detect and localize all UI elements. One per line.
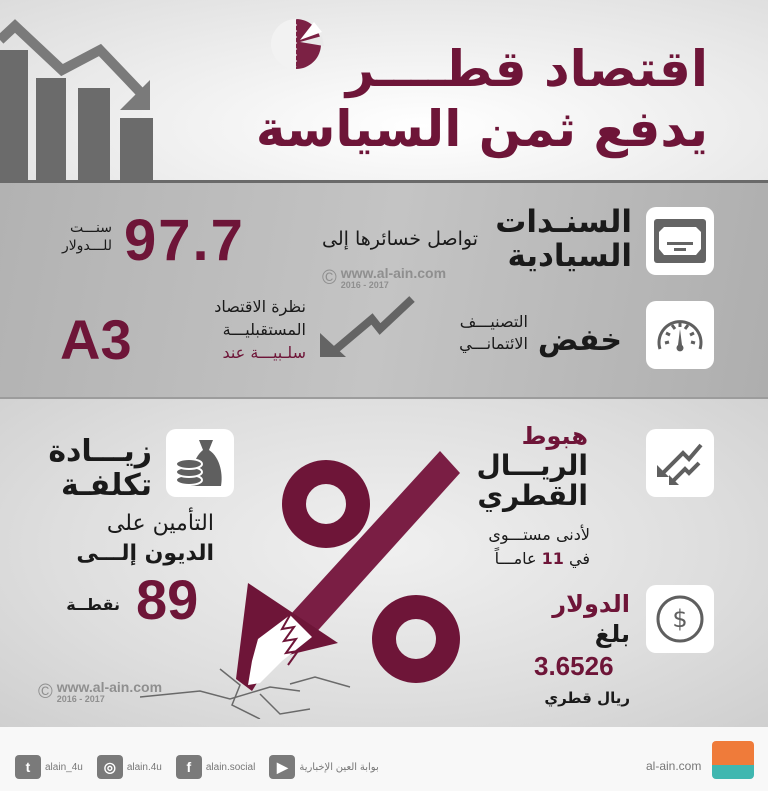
social-facebook[interactable] [176,755,255,779]
bond-certificate-icon [646,207,714,275]
bonds-unit-line-1: سنـــت [69,220,112,236]
declining-bar-chart-icon [0,10,160,180]
insurance-title [48,435,152,503]
header [0,0,768,183]
dollar-unit: ريال قطري [544,689,630,707]
bonds-title-line-1: السنـدات [495,204,632,240]
dollar-title-line-1: الدولار [552,590,630,618]
watermark-url: www.al-ain.com [340,265,447,281]
dollar-title [552,589,630,649]
riyal-title-line-1: هبوط [521,422,588,450]
riyal-text-pre: في [569,549,590,568]
facebook-icon: f [176,755,202,779]
bonds-title [495,205,632,273]
rating-label-line-1: التصنيـــف [459,312,528,331]
insurance-text-line-2: الديون إلـــى [76,541,214,566]
bonds-unit-line-2: للـــدولار [61,238,112,254]
youtube-channel: بوابة العين الإخبارية [299,761,379,773]
riyal-text [488,523,590,571]
riyal-years-value: 11 [541,549,564,568]
svg-text:$: $ [672,605,688,633]
watermark [322,267,446,290]
qatar-flag-pie-icon [266,10,326,70]
outlook-text [214,295,306,364]
title-line-1: اقتصاد قطــــر [345,40,708,98]
facebook-handle: alain.social [205,761,256,773]
rating-label [459,311,528,355]
outlook-line-3: سلـبيـــة عند [222,343,306,362]
watermark-url: www.al-ain.com [56,679,163,695]
riyal-text-post: عامـــاً [494,549,537,568]
riyal-title-line-2: الريـــال [476,449,588,482]
rating-verb: خفض [537,323,622,358]
insurance-unit: نقطــة [66,595,120,614]
watermark-years: 2016 - 2017 [56,694,105,704]
money-bag-coins-icon [166,429,234,497]
twitter-icon: t [15,755,41,779]
social-instagram[interactable] [97,755,162,779]
copyright-icon: © [322,267,337,289]
double-down-trend-icon [646,429,714,497]
insurance-value: 89 [136,568,199,631]
instagram-icon: ◎ [97,755,123,779]
dollar-coin-icon [646,585,714,653]
al-ain-logo [712,741,754,779]
outlook-line-2: المستقبليـــة [222,320,306,339]
riyal-title [476,421,588,511]
insurance-text-line-1: التأمين على [106,511,214,536]
dollar-title-line-2: بلغ [594,620,630,648]
copyright-icon: © [38,681,53,703]
rating-label-line-2: الائتمانـــي [459,334,528,353]
bonds-text: تواصل خسائرها إلى [322,228,478,250]
footer [0,727,768,791]
social-links [15,755,379,779]
insurance-title-line-1: زيـــادة [48,434,152,469]
bonds-unit [36,219,112,255]
watermark-years: 2016 - 2017 [340,280,389,290]
speedometer-icon [646,301,714,369]
rating-value: A3 [60,308,132,371]
zigzag-down-arrow-icon [318,295,416,359]
bonds-rating-section [0,183,768,399]
bonds-value: 97.7 [124,208,245,273]
site-url[interactable]: al-ain.com [646,759,702,773]
riyal-title-line-3: القطري [477,479,588,512]
instagram-handle: alain.4u [126,761,162,773]
social-youtube[interactable] [269,755,378,779]
outlook-line-1: نظرة الاقتصاد [214,297,306,316]
title-line-2: يدفع ثمن السياسة [255,100,708,158]
twitter-handle: alain_4u [45,761,83,773]
riyal-insurance-section [0,399,768,727]
watermark [38,681,162,704]
social-twitter[interactable] [15,755,83,779]
insurance-title-line-2: تكلفـة [61,468,152,503]
riyal-text-line-1: لأدنى مستـــوى [488,525,590,544]
dollar-value: 3.6526 [534,651,614,681]
bonds-title-line-2: السيادية [507,238,632,274]
youtube-icon: ▶ [269,755,295,779]
insurance-text [76,509,214,569]
